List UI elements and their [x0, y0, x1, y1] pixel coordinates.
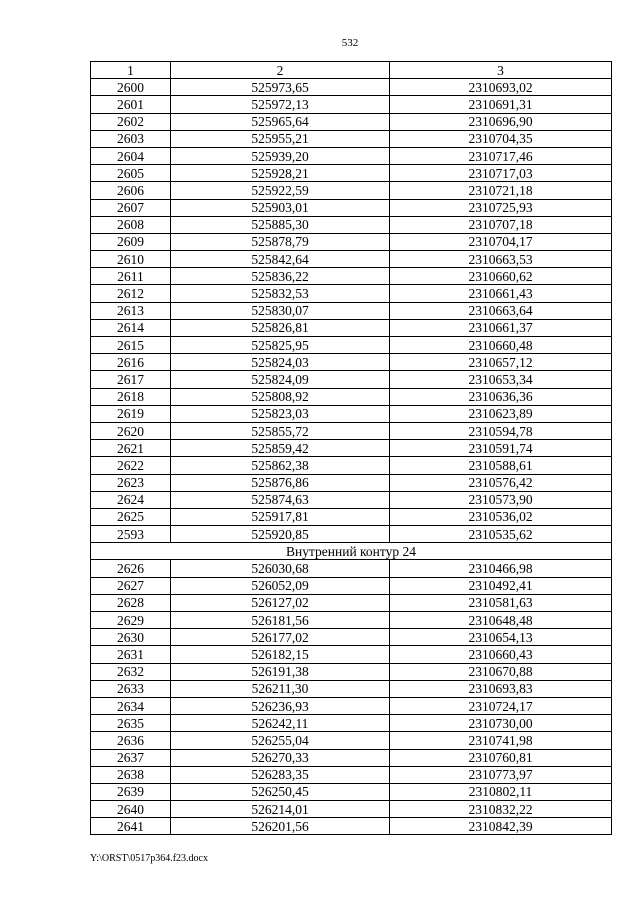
point-number-cell: 2634: [91, 697, 171, 714]
point-number-cell: 2630: [91, 629, 171, 646]
point-number-cell: 2617: [91, 371, 171, 388]
x-coordinate-cell: 525885,30: [171, 216, 390, 233]
point-number-cell: 2621: [91, 440, 171, 457]
point-number-cell: 2635: [91, 715, 171, 732]
y-coordinate-cell: 2310660,62: [390, 268, 612, 285]
table-row: [91, 371, 612, 388]
point-number-cell: 2620: [91, 422, 171, 439]
table-row: [91, 422, 612, 439]
x-coordinate-cell: 525808,92: [171, 388, 390, 405]
y-coordinate-cell: 2310648,48: [390, 612, 612, 629]
y-coordinate-cell: 2310725,93: [390, 199, 612, 216]
table-row: [91, 594, 612, 611]
y-coordinate-cell: 2310654,13: [390, 629, 612, 646]
y-coordinate-cell: 2310492,41: [390, 577, 612, 594]
point-number-cell: 2638: [91, 766, 171, 783]
y-coordinate-cell: 2310576,42: [390, 474, 612, 491]
table-row: [91, 491, 612, 508]
table-row: [91, 612, 612, 629]
x-coordinate-cell: 525832,53: [171, 285, 390, 302]
x-coordinate-cell: 526181,56: [171, 612, 390, 629]
point-number-cell: 2616: [91, 354, 171, 371]
x-coordinate-cell: 525855,72: [171, 422, 390, 439]
table-row: [91, 440, 612, 457]
table-row: [91, 732, 612, 749]
x-coordinate-cell: 525965,64: [171, 113, 390, 130]
x-coordinate-cell: 525955,21: [171, 130, 390, 147]
table-row: [91, 680, 612, 697]
y-coordinate-cell: 2310704,17: [390, 233, 612, 250]
x-coordinate-cell: 526236,93: [171, 697, 390, 714]
page-number: 532: [341, 37, 359, 49]
x-coordinate-cell: 525876,86: [171, 474, 390, 491]
point-number-cell: 2614: [91, 319, 171, 336]
section-title: Внутренний контур 24: [91, 543, 612, 560]
point-number-cell: 2607: [91, 199, 171, 216]
y-coordinate-cell: 2310653,34: [390, 371, 612, 388]
column-header-1: 1: [91, 62, 171, 79]
table-row: [91, 818, 612, 835]
x-coordinate-cell: 525922,59: [171, 182, 390, 199]
point-number-cell: 2604: [91, 147, 171, 164]
point-number-cell: 2619: [91, 405, 171, 422]
table-row: [91, 715, 612, 732]
table-row: [91, 577, 612, 594]
table-row: [91, 251, 612, 268]
y-coordinate-cell: 2310693,02: [390, 79, 612, 96]
y-coordinate-cell: 2310842,39: [390, 818, 612, 835]
table-row: [91, 388, 612, 405]
table-row: [91, 96, 612, 113]
y-coordinate-cell: 2310832,22: [390, 801, 612, 818]
x-coordinate-cell: 526255,04: [171, 732, 390, 749]
y-coordinate-cell: 2310657,12: [390, 354, 612, 371]
x-coordinate-cell: 526030,68: [171, 560, 390, 577]
table-row: [91, 216, 612, 233]
table-row: [91, 560, 612, 577]
x-coordinate-cell: 526270,33: [171, 749, 390, 766]
x-coordinate-cell: 525830,07: [171, 302, 390, 319]
y-coordinate-cell: 2310661,43: [390, 285, 612, 302]
point-number-cell: 2622: [91, 457, 171, 474]
point-number-cell: 2633: [91, 680, 171, 697]
y-coordinate-cell: 2310663,64: [390, 302, 612, 319]
point-number-cell: 2593: [91, 526, 171, 543]
y-coordinate-cell: 2310693,83: [390, 680, 612, 697]
y-coordinate-cell: 2310670,88: [390, 663, 612, 680]
y-coordinate-cell: 2310573,90: [390, 491, 612, 508]
file-path-footer: Y:\ORST\0517p364.f23.docx: [90, 853, 208, 864]
point-number-cell: 2612: [91, 285, 171, 302]
table-row: [91, 474, 612, 491]
x-coordinate-cell: 526177,02: [171, 629, 390, 646]
table-row: [91, 233, 612, 250]
y-coordinate-cell: 2310717,03: [390, 165, 612, 182]
y-coordinate-cell: 2310696,90: [390, 113, 612, 130]
point-number-cell: 2609: [91, 233, 171, 250]
header-row: [91, 62, 612, 79]
x-coordinate-cell: 526283,35: [171, 766, 390, 783]
table-row: [91, 199, 612, 216]
point-number-cell: 2608: [91, 216, 171, 233]
y-coordinate-cell: 2310535,62: [390, 526, 612, 543]
x-coordinate-cell: 526211,30: [171, 680, 390, 697]
y-coordinate-cell: 2310581,63: [390, 594, 612, 611]
y-coordinate-cell: 2310717,46: [390, 147, 612, 164]
x-coordinate-cell: 525842,64: [171, 251, 390, 268]
y-coordinate-cell: 2310741,98: [390, 732, 612, 749]
y-coordinate-cell: 2310802,11: [390, 783, 612, 800]
y-coordinate-cell: 2310466,98: [390, 560, 612, 577]
table-row: [91, 457, 612, 474]
x-coordinate-cell: 526250,45: [171, 783, 390, 800]
table-row: [91, 783, 612, 800]
x-coordinate-cell: 526191,38: [171, 663, 390, 680]
table-row: [91, 508, 612, 525]
table-row: [91, 646, 612, 663]
y-coordinate-cell: 2310594,78: [390, 422, 612, 439]
point-number-cell: 2631: [91, 646, 171, 663]
point-number-cell: 2601: [91, 96, 171, 113]
x-coordinate-cell: 526182,15: [171, 646, 390, 663]
table-row: [91, 285, 612, 302]
table-row: [91, 302, 612, 319]
table-row: [91, 801, 612, 818]
x-coordinate-cell: 525826,81: [171, 319, 390, 336]
y-coordinate-cell: 2310591,74: [390, 440, 612, 457]
point-number-cell: 2605: [91, 165, 171, 182]
y-coordinate-cell: 2310636,36: [390, 388, 612, 405]
table-row: [91, 697, 612, 714]
x-coordinate-cell: 525972,13: [171, 96, 390, 113]
y-coordinate-cell: 2310663,53: [390, 251, 612, 268]
point-number-cell: 2623: [91, 474, 171, 491]
point-number-cell: 2639: [91, 783, 171, 800]
x-coordinate-cell: 525878,79: [171, 233, 390, 250]
table-row: [91, 629, 612, 646]
y-coordinate-cell: 2310721,18: [390, 182, 612, 199]
x-coordinate-cell: 526242,11: [171, 715, 390, 732]
y-coordinate-cell: 2310588,61: [390, 457, 612, 474]
x-coordinate-cell: 526214,01: [171, 801, 390, 818]
x-coordinate-cell: 525939,20: [171, 147, 390, 164]
section-title-row: [91, 543, 612, 560]
table-row: [91, 663, 612, 680]
table-row: [91, 113, 612, 130]
y-coordinate-cell: 2310660,43: [390, 646, 612, 663]
point-number-cell: 2628: [91, 594, 171, 611]
point-number-cell: 2618: [91, 388, 171, 405]
coordinates-table-body: [91, 62, 612, 835]
table-row: [91, 749, 612, 766]
x-coordinate-cell: 525917,81: [171, 508, 390, 525]
point-number-cell: 2613: [91, 302, 171, 319]
point-number-cell: 2626: [91, 560, 171, 577]
point-number-cell: 2610: [91, 251, 171, 268]
point-number-cell: 2602: [91, 113, 171, 130]
point-number-cell: 2603: [91, 130, 171, 147]
point-number-cell: 2627: [91, 577, 171, 594]
table-row: [91, 147, 612, 164]
y-coordinate-cell: 2310773,97: [390, 766, 612, 783]
x-coordinate-cell: 525824,09: [171, 371, 390, 388]
point-number-cell: 2606: [91, 182, 171, 199]
y-coordinate-cell: 2310660,48: [390, 337, 612, 354]
point-number-cell: 2636: [91, 732, 171, 749]
x-coordinate-cell: 525825,95: [171, 337, 390, 354]
x-coordinate-cell: 525862,38: [171, 457, 390, 474]
x-coordinate-cell: 525824,03: [171, 354, 390, 371]
x-coordinate-cell: 525973,65: [171, 79, 390, 96]
table-row: [91, 165, 612, 182]
table-row: [91, 182, 612, 199]
point-number-cell: 2629: [91, 612, 171, 629]
y-coordinate-cell: 2310760,81: [390, 749, 612, 766]
x-coordinate-cell: 525836,22: [171, 268, 390, 285]
point-number-cell: 2637: [91, 749, 171, 766]
point-number-cell: 2611: [91, 268, 171, 285]
point-number-cell: 2625: [91, 508, 171, 525]
coordinates-table: [90, 61, 612, 835]
y-coordinate-cell: 2310707,18: [390, 216, 612, 233]
table-row: [91, 79, 612, 96]
table-row: [91, 354, 612, 371]
y-coordinate-cell: 2310691,31: [390, 96, 612, 113]
table-row: [91, 766, 612, 783]
x-coordinate-cell: 525823,03: [171, 405, 390, 422]
point-number-cell: 2600: [91, 79, 171, 96]
x-coordinate-cell: 525903,01: [171, 199, 390, 216]
table-row: [91, 268, 612, 285]
x-coordinate-cell: 525928,21: [171, 165, 390, 182]
x-coordinate-cell: 526127,02: [171, 594, 390, 611]
table-row: [91, 130, 612, 147]
table-row: [91, 319, 612, 336]
table-row: [91, 405, 612, 422]
column-header-2: 2: [171, 62, 390, 79]
table-row: [91, 526, 612, 543]
y-coordinate-cell: 2310623,89: [390, 405, 612, 422]
table-row: [91, 337, 612, 354]
y-coordinate-cell: 2310730,00: [390, 715, 612, 732]
point-number-cell: 2640: [91, 801, 171, 818]
point-number-cell: 2615: [91, 337, 171, 354]
y-coordinate-cell: 2310724,17: [390, 697, 612, 714]
point-number-cell: 2632: [91, 663, 171, 680]
x-coordinate-cell: 525859,42: [171, 440, 390, 457]
point-number-cell: 2641: [91, 818, 171, 835]
y-coordinate-cell: 2310536,02: [390, 508, 612, 525]
y-coordinate-cell: 2310704,35: [390, 130, 612, 147]
point-number-cell: 2624: [91, 491, 171, 508]
x-coordinate-cell: 526052,09: [171, 577, 390, 594]
x-coordinate-cell: 525920,85: [171, 526, 390, 543]
x-coordinate-cell: 526201,56: [171, 818, 390, 835]
column-header-3: 3: [390, 62, 612, 79]
y-coordinate-cell: 2310661,37: [390, 319, 612, 336]
x-coordinate-cell: 525874,63: [171, 491, 390, 508]
